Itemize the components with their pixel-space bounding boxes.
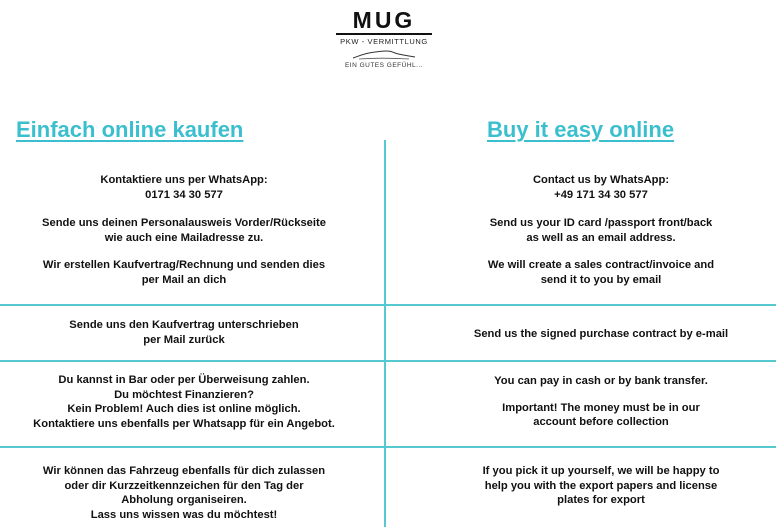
- english-registration-text: [418, 464, 784, 508]
- row-divider: [0, 446, 776, 448]
- english-signed-text: [418, 327, 784, 342]
- text-line: oder dir Kurzzeitkennzeichen für den Tag der: [64, 479, 304, 492]
- german-contract-text: [0, 258, 408, 287]
- text-line: Sende uns den Kaufvertrag unterschrieben: [69, 319, 299, 331]
- english-heading: Buy it easy online: [487, 117, 675, 142]
- text-line: Important! The money must be in our: [502, 401, 700, 414]
- german-contact-text: [0, 173, 408, 202]
- logo-brand: MUG: [352, 7, 416, 33]
- text-line: Du möchtest Finanzieren?: [114, 388, 254, 401]
- english-contact-text: [418, 173, 784, 202]
- text-line: as well as an email address.: [526, 231, 676, 244]
- text-line: Kontaktiere uns per WhatsApp:: [100, 174, 268, 186]
- text-line: wie auch eine Mailadresse zu.: [104, 231, 264, 244]
- text-line: Kein Problem! Auch dies ist online möglich.: [67, 403, 301, 415]
- text-line: account before collection: [533, 416, 669, 428]
- spacer: [418, 389, 784, 401]
- text-line: plates for export: [557, 494, 645, 506]
- company-logo: [330, 8, 438, 69]
- english-payment-text: [418, 374, 784, 430]
- english-contract-text: [418, 258, 784, 287]
- row-divider: [0, 304, 776, 306]
- text-line: Abholung organiseiren.: [121, 494, 247, 506]
- english-id-text: [418, 216, 784, 245]
- text-line: We will create a sales contract/invoice and: [487, 259, 715, 271]
- text-line: +49 171 34 30 577: [554, 188, 648, 201]
- logo-slogan: EIN GUTES GEFÜHL...: [344, 62, 424, 69]
- text-line: per Mail an dich: [141, 273, 227, 286]
- text-line: Send us your ID card /passport front/back: [489, 217, 713, 229]
- text-line: 0171 34 30 577: [145, 188, 223, 201]
- text-line: Wir können das Fahrzeug ebenfalls für dich zulassen: [42, 465, 326, 477]
- text-line: per Mail zurück: [143, 333, 225, 346]
- german-id-text: [0, 216, 408, 245]
- text-line: If you pick it up yourself, we will be happy to: [482, 465, 720, 477]
- text-line: send it to you by email: [540, 273, 662, 286]
- logo-subtitle: PKW - VERMITTLUNG: [340, 37, 428, 46]
- text-line: Wir erstellen Kaufvertrag/Rechnung und senden dies: [42, 259, 326, 271]
- row-divider: [0, 360, 776, 362]
- german-payment-text: [0, 373, 408, 431]
- text-line: help you with the export papers and license: [484, 479, 718, 492]
- german-registration-text: [0, 464, 408, 522]
- text-line: Du kannst in Bar oder per Überweisung zahlen.: [58, 374, 310, 386]
- text-line: Lass uns wissen was du möchtest!: [90, 508, 278, 521]
- car-icon: [349, 47, 419, 61]
- text-line: You can pay in cash or by bank transfer.: [494, 375, 708, 387]
- german-signed-text: [0, 318, 408, 347]
- german-heading: Einfach online kaufen: [16, 117, 244, 142]
- text-line: Kontaktiere uns ebenfalls per Whatsapp für ein Angebot.: [33, 417, 335, 430]
- text-line: Contact us by WhatsApp:: [532, 174, 670, 186]
- logo-rule: [336, 33, 432, 35]
- text-line: Send us the signed purchase contract by e-mail: [473, 328, 729, 340]
- text-line: Sende uns deinen Personalausweis Vorder/Rückseite: [42, 217, 326, 229]
